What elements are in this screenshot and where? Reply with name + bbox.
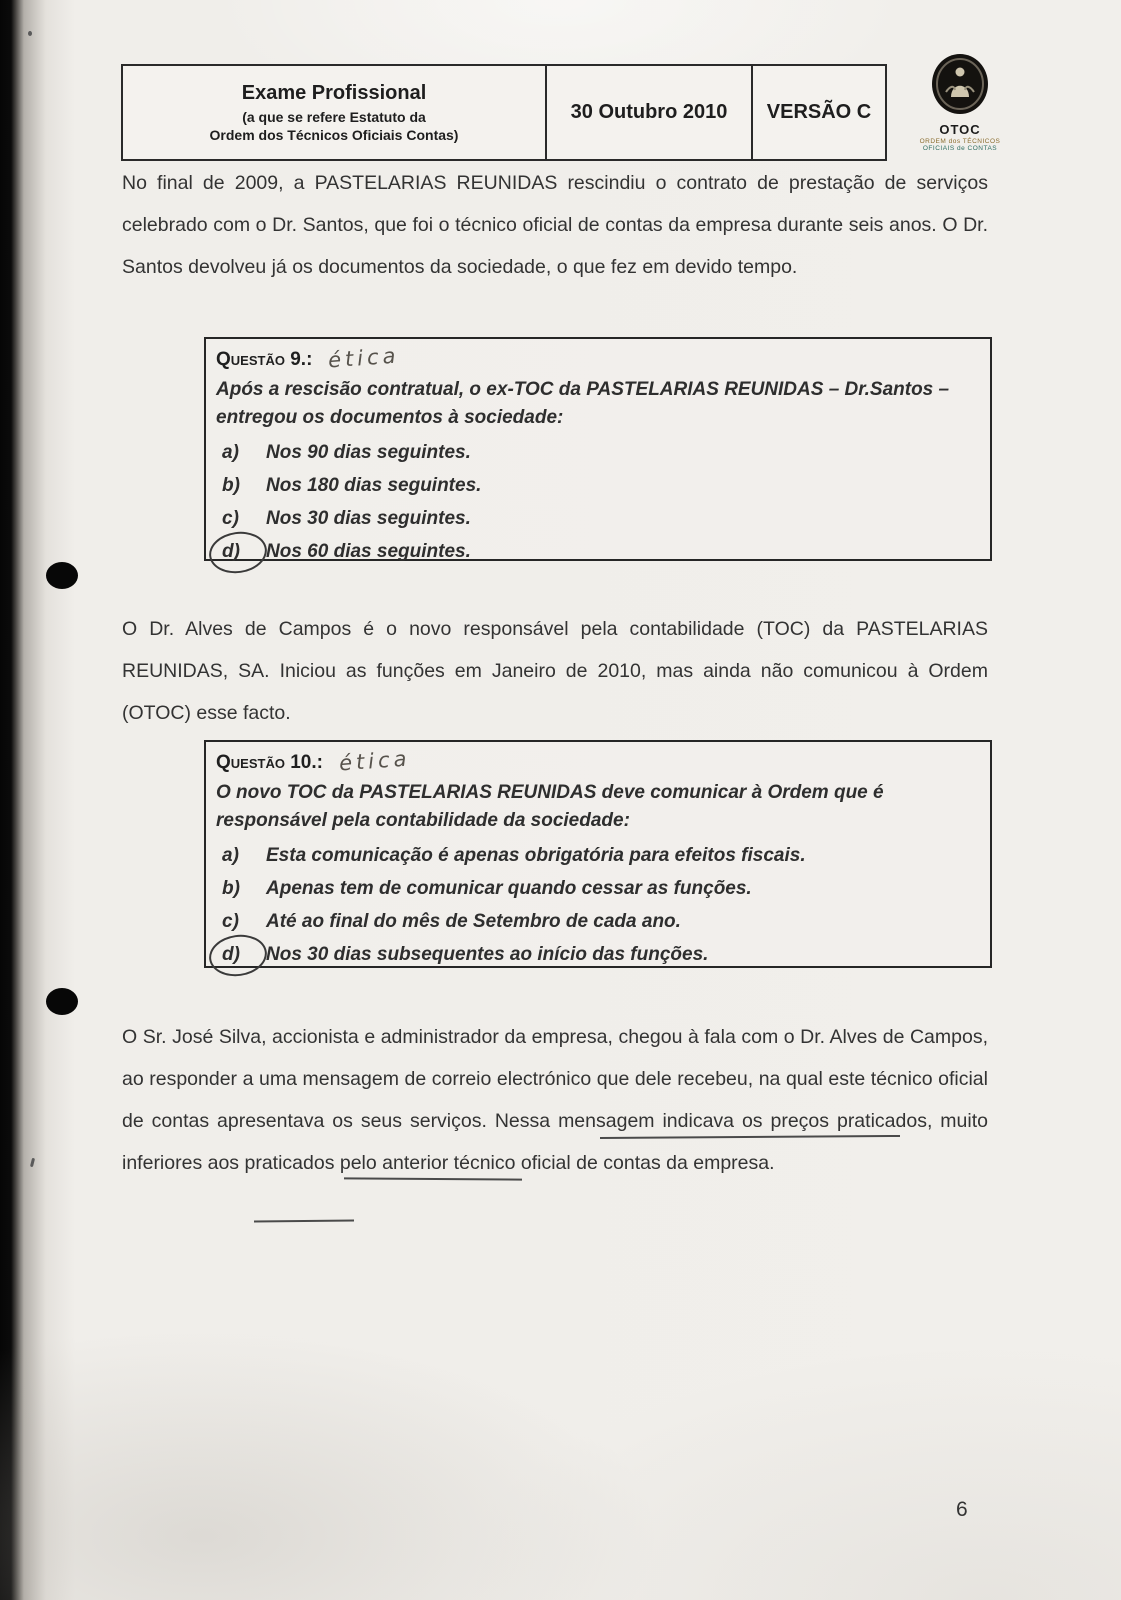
otoc-logo-block (903, 52, 1017, 152)
option-c (222, 910, 976, 933)
option-letter: d) (222, 541, 240, 562)
hole-punch (46, 988, 78, 1015)
option-text: Apenas tem de comunicar quando cessar as funções. (266, 878, 752, 899)
option-letter: c) (222, 911, 239, 932)
option-a (222, 844, 976, 867)
option-text: Nos 30 dias subsequentes ao início das funções. (266, 944, 709, 965)
exam-title: Exame Profissional (241, 81, 427, 104)
exam-version: VERSÃO C (766, 101, 872, 123)
handwritten-annotation: ética (338, 746, 412, 776)
page-number: 6 (956, 1498, 968, 1521)
exam-date: 30 Outubro 2010 (547, 66, 753, 159)
paragraph-intro-q10: O Dr. Alves de Campos é o novo responsável pela contabilidade (TOC) da PASTELARIAS REUNIDAS, SA. Iniciou as funções em Janeiro de 2010, mas ainda não comunicou à Ordem (OTOC) esse facto. (122, 618, 988, 724)
option-letter: d) (222, 944, 240, 965)
question-10-box (204, 740, 992, 968)
option-b (222, 474, 976, 497)
question-9-box (204, 337, 992, 561)
option-d (222, 943, 976, 966)
option-letter: b) (222, 878, 240, 899)
question-9-label: Questão 9.: (216, 349, 313, 370)
hand-underline (254, 1219, 354, 1222)
option-letter: a) (222, 845, 239, 866)
question-9-options (216, 441, 976, 563)
otoc-emblem-icon (928, 52, 992, 120)
stray-mark (28, 31, 32, 36)
option-d (222, 540, 976, 563)
exam-header-title-cell (123, 66, 547, 159)
option-letter: a) (222, 442, 239, 463)
question-10-header (216, 746, 976, 776)
question-10-options (216, 844, 976, 966)
option-a (222, 441, 976, 464)
hole-punch (46, 562, 78, 589)
stray-mark (30, 1158, 35, 1167)
option-text: Até ao final do mês de Setembro de cada ano. (266, 911, 681, 932)
otoc-acronym: OTOC (939, 122, 981, 137)
answer-circle-mark (206, 528, 269, 577)
question-9-prompt: Após a rescisão contratual, o ex-TOC da PASTELARIAS REUNIDAS – Dr.Santos – entregou os documentos à sociedade: (216, 379, 950, 428)
otoc-caption-line2: OFICIAIS de CONTAS (922, 145, 998, 152)
option-b (222, 877, 976, 900)
otoc-caption-line1: ORDEM dos TÉCNICOS (919, 138, 1001, 145)
exam-subtitle-line2: Ordem dos Técnicos Oficiais Contas) (209, 126, 459, 143)
paragraph-intro-q9: No final de 2009, a PASTELARIAS REUNIDAS rescindiu o contrato de prestação de serviços celebrado com o Dr. Santos, que foi o técnico oficial de contas da empresa durante seis anos. O Dr. Santos devolveu já os documentos da sociedade, o que fez em devido tempo. (122, 172, 988, 278)
paragraph-jose-silva: O Sr. José Silva, accionista e administrador da empresa, chegou à fala com o Dr. Alves de Campos, ao responder a uma mensagem de correio electrónico que dele recebeu, na qual este técnico oficial de contas apresentava os seus serviços. Nessa mensagem indicava os preços praticados, muito inferiores aos praticados pelo anterior técnico oficial de contas da empresa. (122, 1026, 988, 1174)
handwritten-annotation: ética (327, 343, 401, 373)
option-letter: c) (222, 508, 239, 529)
question-10-prompt: O novo TOC da PASTELARIAS REUNIDAS deve comunicar à Ordem que é responsável pela contabilidade da sociedade: (216, 782, 884, 831)
option-text: Nos 30 dias seguintes. (266, 508, 471, 529)
option-text: Nos 90 dias seguintes. (266, 442, 471, 463)
option-text: Nos 180 dias seguintes. (266, 475, 482, 496)
question-9-header (216, 343, 976, 373)
option-letter: b) (222, 475, 240, 496)
option-text: Nos 60 dias seguintes. (266, 541, 471, 562)
exam-subtitle-line1: (a que se refere Estatuto da (242, 108, 426, 125)
option-c (222, 507, 976, 530)
answer-circle-mark (206, 931, 269, 980)
option-text: Esta comunicação é apenas obrigatória para efeitos fiscais. (266, 845, 806, 866)
question-10-label: Questão 10.: (216, 752, 323, 773)
exam-header-table (121, 64, 887, 161)
